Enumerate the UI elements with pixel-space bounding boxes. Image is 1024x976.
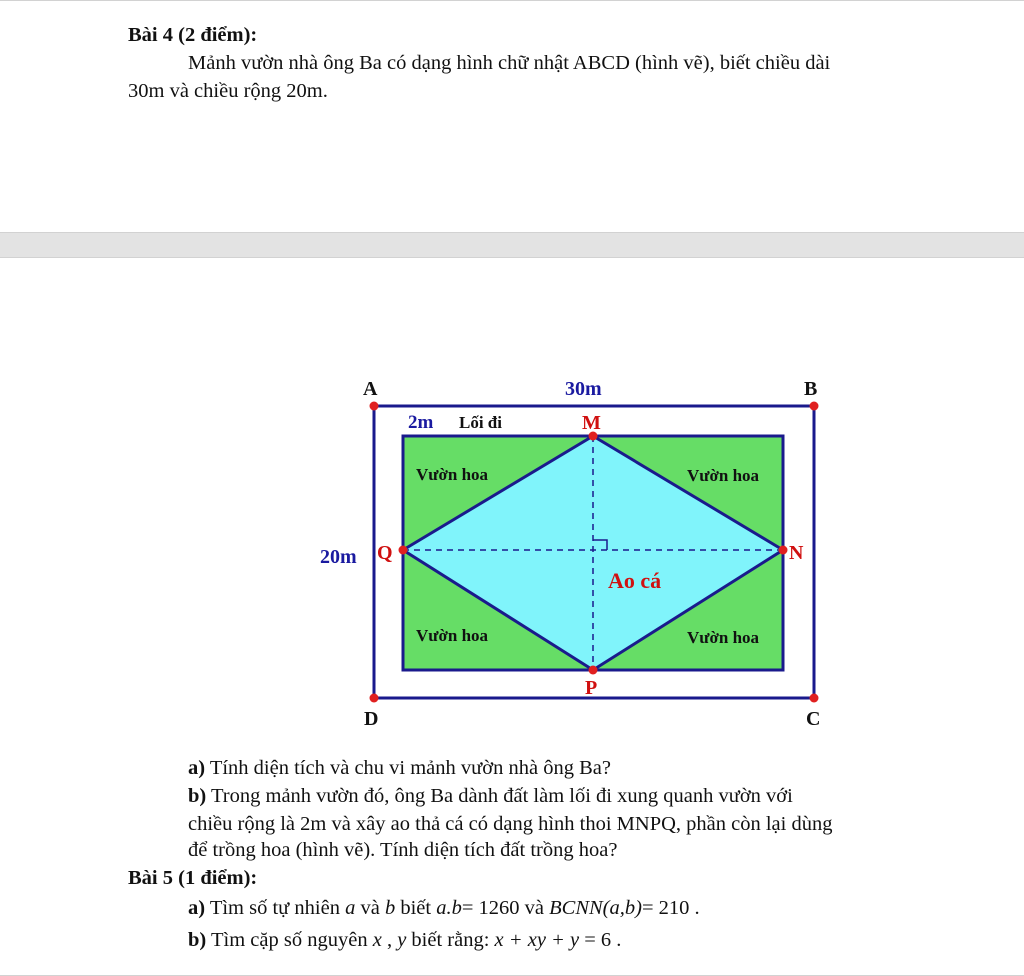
question-b-line3: để trồng hoa (hình vẽ). Tính diện tích đất trồng hoa? [188,839,618,861]
garden-top-right-label: Vườn hoa [687,466,760,485]
problem5-b-comma: , [386,929,393,951]
question-b-line2: chiều rộng là 2m và xây ao thả cá có dạng hình thoi MNPQ, phần còn lại dùng [188,813,833,835]
question-b-line1 [188,784,793,808]
problem5-a-line [188,896,700,920]
label-q: Q [377,542,393,564]
problem4-heading: Bài 4 (2 điểm): [128,24,258,46]
point-q-dot [399,546,408,555]
question-a-line [188,756,611,780]
problem5-b-text2: biết rằng: [411,929,490,951]
garden-bottom-right-label: Vườn hoa [687,628,760,647]
label-d: D [364,708,379,730]
question-a-label: a) [188,757,206,779]
point-a-dot [370,402,379,411]
label-m: M [582,412,601,434]
point-b-dot [810,402,819,411]
problem5-a-and2: và [524,897,544,919]
problem5-a-var-a: a [345,897,356,919]
point-n-dot [779,546,788,555]
path-width-label: 2m [408,412,434,433]
path-label: Lối đi [459,413,502,432]
width-label: 20m [320,546,357,568]
problem5-a-eq2: = 210 . [641,897,700,919]
label-n: N [789,542,804,564]
problem5-a-label: a) [188,897,206,919]
problem5-b-var-y: y [397,929,407,951]
problem5-a-and: và [360,897,380,919]
question-b-text1: Trong mảnh vườn đó, ông Ba dành đất làm lối đi xung quanh vườn với [211,785,793,807]
point-p-dot [589,666,598,675]
problem5-a-eq1: = 1260 [461,897,520,919]
question-b-label: b) [188,785,207,807]
garden-top-left-label: Vườn hoa [416,465,489,484]
label-p: P [585,677,598,699]
garden-bottom-left-label: Vườn hoa [416,626,489,645]
problem5-b-line [188,928,621,952]
question-a-text: Tính diện tích và chu vi mảnh vườn nhà ông Ba? [209,757,611,779]
problem5-b-text1: Tìm cặp số nguyên [211,929,368,951]
length-label: 30m [565,378,602,400]
problem5-a-var-b: b [384,897,396,919]
problem4-intro-line1: Mảnh vườn nhà ông Ba có dạng hình chữ nhật ABCD (hình vẽ), biết chiều dài [188,52,831,74]
problem5-a-text1: Tìm số tự nhiên [209,897,340,919]
problem5-a-product: a.b [436,897,462,919]
problem5-a-text2: biết [400,897,432,919]
problem5-b-var-x: x [372,929,382,951]
label-a: A [363,378,378,400]
problem5-heading: Bài 5 (1 điểm): [128,867,258,889]
problem5-b-eq-rhs: = 6 . [584,929,622,951]
problem4-intro-line2: 30m và chiều rộng 20m. [128,80,328,102]
point-d-dot [370,694,379,703]
label-b: B [804,378,818,400]
problem5-b-label: b) [188,929,207,951]
point-c-dot [810,694,819,703]
label-c: C [806,708,821,730]
problem5-a-bcnn: BCNN [549,897,603,919]
problem5-a-args: (a,b) [602,897,642,919]
problem5-b-eq-lhs: x + xy + y [494,929,580,951]
pond-label: Ao cá [608,568,662,593]
